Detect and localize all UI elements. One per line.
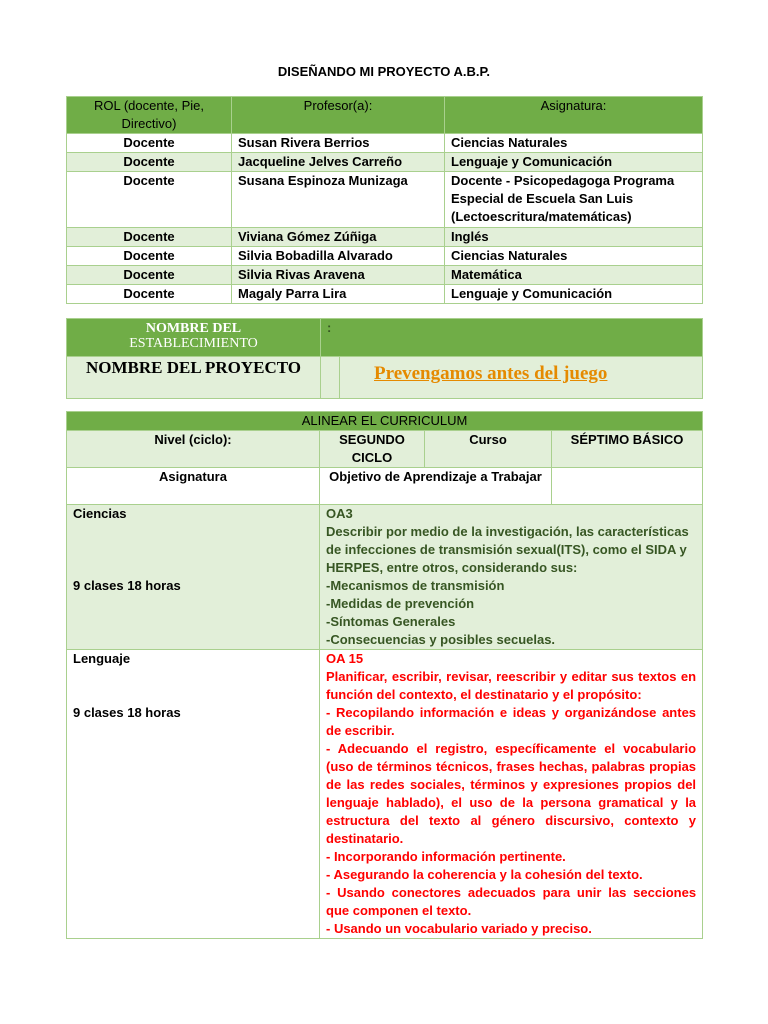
profesor-cell: Jacqueline Jelves Carreño xyxy=(232,153,445,172)
objective-line: Describir por medio de la investigación, las características de infecciones de transmisión sexual(ITS), como el SIDA y HERPES, entre otros, considerando sus: xyxy=(326,524,689,575)
establecimiento-value xyxy=(321,319,703,357)
table-row xyxy=(67,228,703,247)
asignatura-cell: Docente - Psicopedagoga Programa Especial de Escuela San Luis (Lectoescritura/matemáticas) xyxy=(445,172,703,228)
objective-code: OA3 xyxy=(326,506,353,521)
ciencias-subject-cell xyxy=(67,505,320,650)
establecimiento-label-line1: NOMBRE DEL xyxy=(145,321,242,336)
profesor-cell: Silvia Rivas Aravena xyxy=(232,266,445,285)
objective-line: -Medidas de prevención xyxy=(326,596,475,611)
rol-cell: Docente xyxy=(67,153,232,172)
proyecto-label: NOMBRE DEL PROYECTO xyxy=(85,358,302,377)
curso-value: SÉPTIMO BÁSICO xyxy=(552,431,703,468)
objective-line: - Usando conectores adecuados para unir las secciones que componen el texto. xyxy=(326,885,697,918)
header-asignatura: Asignatura: xyxy=(445,97,703,134)
asignatura-label: Asignatura xyxy=(67,468,320,505)
table-row xyxy=(67,134,703,153)
table-row xyxy=(67,266,703,285)
curriculum-table xyxy=(66,411,703,939)
objective-line: -Síntomas Generales xyxy=(326,614,456,629)
page-title: DISEÑANDO MI PROYECTO A.B.P. xyxy=(277,64,491,79)
establecimiento-label xyxy=(67,319,321,357)
objective-line: - Recopilando información e ideas y organizándose antes de escribir. xyxy=(326,705,697,738)
rol-cell: Docente xyxy=(67,172,232,228)
nivel-value: SEGUNDO CICLO xyxy=(320,431,425,468)
rol-cell: Docente xyxy=(67,247,232,266)
asignatura-cell: Lenguaje y Comunicación xyxy=(445,153,703,172)
ciencias-objective xyxy=(320,505,703,650)
lenguaje-subject: Lenguaje xyxy=(73,651,131,666)
asignatura-cell: Matemática xyxy=(445,266,703,285)
asignatura-cell: Inglés xyxy=(445,228,703,247)
profesor-cell: Susana Espinoza Munizaga xyxy=(232,172,445,228)
objective-line: - Incorporando información pertinente. xyxy=(326,849,566,864)
rol-cell: Docente xyxy=(67,228,232,247)
rol-cell: Docente xyxy=(67,285,232,304)
profesor-cell: Viviana Gómez Zúñiga xyxy=(232,228,445,247)
nivel-row xyxy=(67,431,703,468)
roles-header-row xyxy=(67,97,703,134)
establecimiento-colon: : xyxy=(327,320,332,335)
ciencias-row xyxy=(67,505,703,650)
nivel-label: Nivel (ciclo): xyxy=(67,431,320,468)
asignatura-header-row xyxy=(67,468,703,505)
asignatura-cell: Ciencias Naturales xyxy=(445,134,703,153)
objetivo-label: Objetivo de Aprendizaje a Trabajar xyxy=(320,468,552,505)
objective-line: - Usando un vocabulario variado y preciso. xyxy=(326,921,592,936)
table-row xyxy=(67,247,703,266)
establecimiento-row xyxy=(67,319,703,357)
lenguaje-hours: 9 clases 18 horas xyxy=(73,705,181,720)
ciencias-subject: Ciencias xyxy=(73,506,127,521)
objective-line: - Asegurando la coherencia y la cohesión del texto. xyxy=(326,867,643,882)
objective-line: - Adecuando el registro, específicamente el vocabulario (uso de términos técnicos, frases hechas, palabras propias de las redes sociales, términos y expresiones propios del lenguaje hablado), el uso de la persona gramatical y la estructura del texto al género discursivo, contexto y destinatario. xyxy=(326,741,697,846)
table-row xyxy=(67,172,703,228)
roles-table xyxy=(66,96,703,304)
curriculum-heading-row xyxy=(67,412,703,431)
table-row xyxy=(67,285,703,304)
lenguaje-objective xyxy=(320,650,703,939)
objective-code: OA 15 xyxy=(326,651,364,666)
curriculum-heading: ALINEAR EL CURRICULUM xyxy=(67,412,703,431)
curso-label: Curso xyxy=(425,431,552,468)
proyecto-name-cell xyxy=(340,357,703,399)
establecimiento-label-line2: ESTABLECIMIENTO xyxy=(129,336,258,351)
rol-cell: Docente xyxy=(67,266,232,285)
profesor-cell: Susan Rivera Berrios xyxy=(232,134,445,153)
project-info-table xyxy=(66,318,703,399)
asignatura-cell: Lenguaje y Comunicación xyxy=(445,285,703,304)
empty-cell xyxy=(552,468,703,505)
table-row xyxy=(67,153,703,172)
objective-line: Planificar, escribir, revisar, reescribir y editar sus textos en función del contexto, el destinatario y el propósito: xyxy=(326,669,697,702)
proyecto-row xyxy=(67,357,703,399)
objective-line: -Consecuencias y posibles secuelas. xyxy=(326,632,556,647)
profesor-cell: Silvia Bobadilla Alvarado xyxy=(232,247,445,266)
header-rol: ROL (docente, Pie, Directivo) xyxy=(67,97,232,134)
proyecto-label-cell xyxy=(67,357,321,399)
rol-cell: Docente xyxy=(67,134,232,153)
header-profesor: Profesor(a): xyxy=(232,97,445,134)
profesor-cell: Magaly Parra Lira xyxy=(232,285,445,304)
lenguaje-row xyxy=(67,650,703,939)
ciencias-hours: 9 clases 18 horas xyxy=(73,578,181,593)
lenguaje-subject-cell xyxy=(67,650,320,939)
proyecto-name: Prevengamos antes del juego xyxy=(374,363,608,384)
proyecto-spacer xyxy=(321,357,340,399)
asignatura-cell: Ciencias Naturales xyxy=(445,247,703,266)
objective-line: -Mecanismos de transmisión xyxy=(326,578,505,593)
